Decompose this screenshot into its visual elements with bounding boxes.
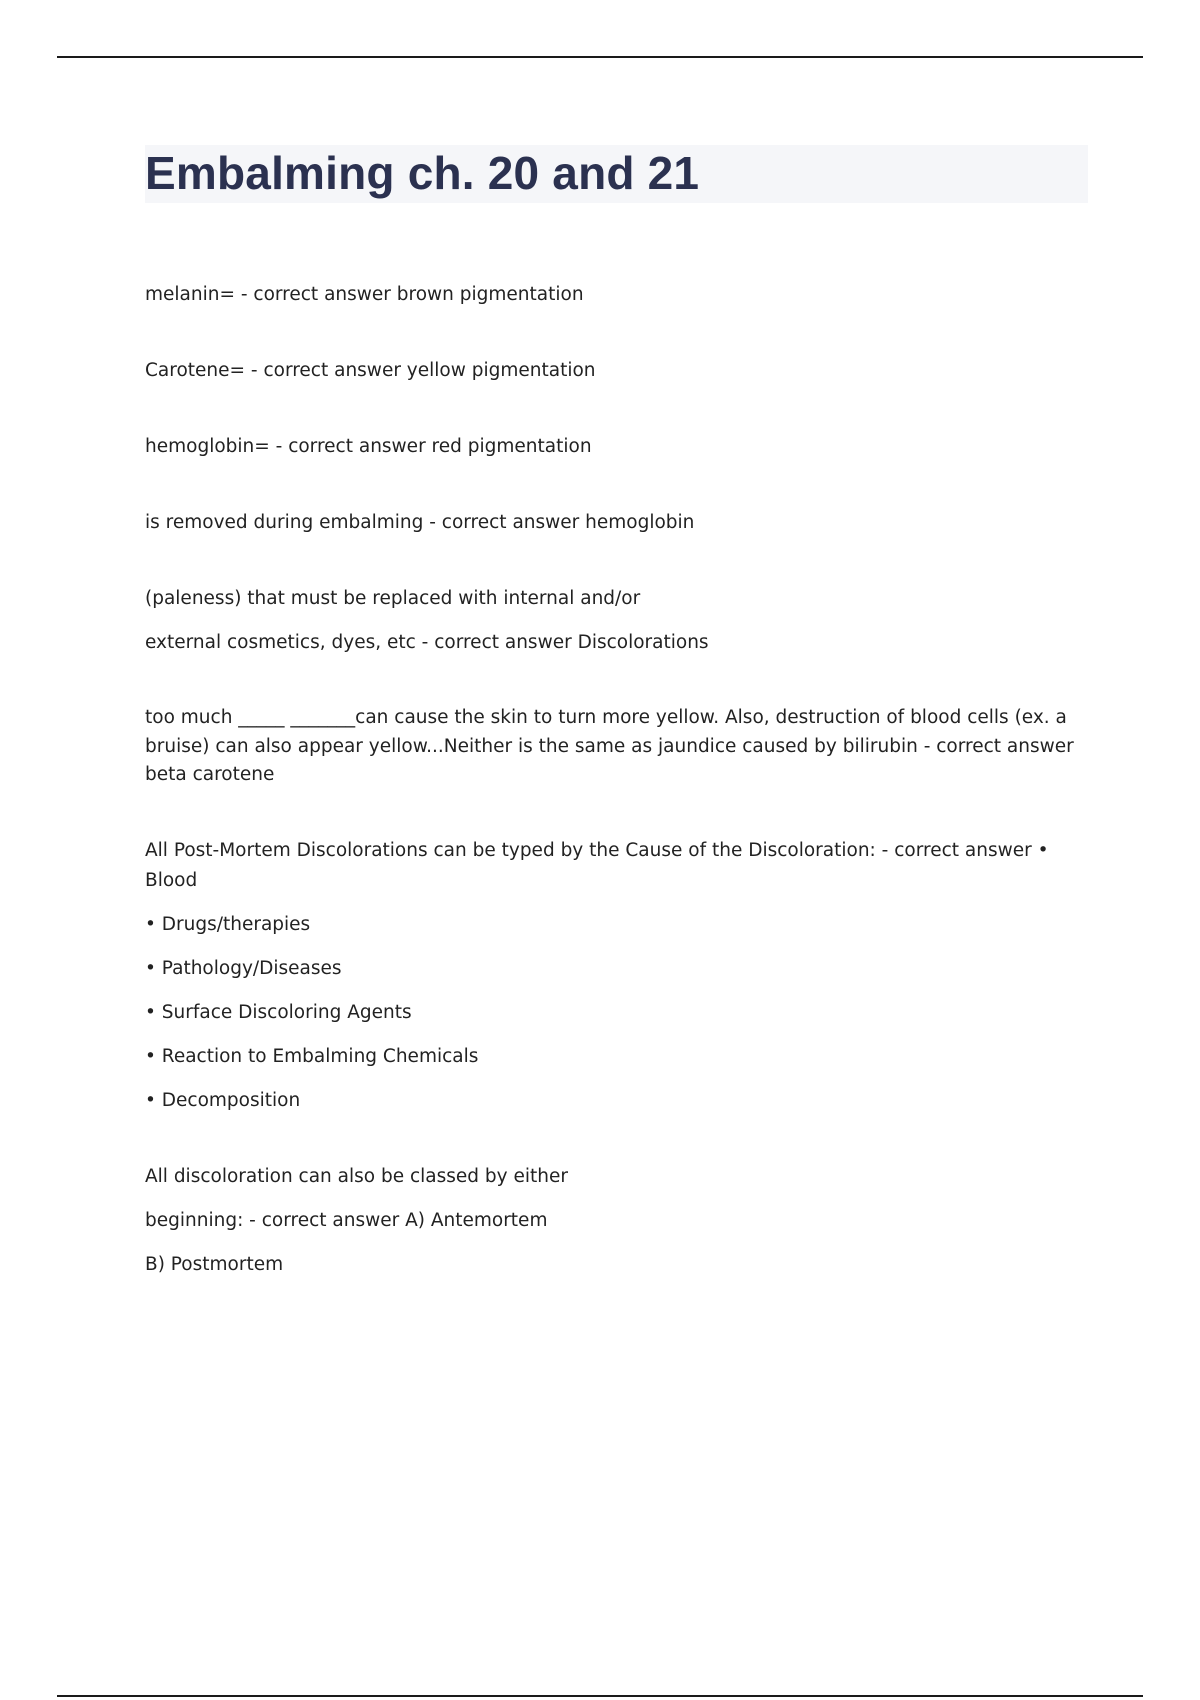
qa-line: All Post-Mortem Discolorations can be typed by the Cause of the Discoloration: - correct answer • Blood [145,839,1049,891]
qa-line: All discoloration can also be classed by either [145,1165,568,1187]
qa-item-postmortem-types [145,836,1090,1116]
list-item: • Drugs/therapies [145,913,311,935]
document-body [145,280,1090,1326]
qa-line: (paleness) that must be replaced with internal and/or [145,588,641,609]
qa-item-beta-carotene [145,704,1090,790]
qa-line: B) Postmortem [145,1253,284,1275]
qa-item-removed [145,508,1090,538]
list-item: • Reaction to Embalming Chemicals [145,1045,479,1067]
qa-line: melanin= - correct answer brown pigmentation [145,284,584,305]
top-rule [57,56,1143,58]
list-item: • Surface Discoloring Agents [145,1001,412,1023]
list-item: • Decomposition [145,1089,301,1111]
qa-line: beginning: - correct answer A) Antemortem [145,1209,548,1231]
qa-paragraph: too much _____ _______can cause the skin to turn more yellow. Also, destruction of blood cells (ex. a bruise) can also appear yellow...Neither is the same as jaundice caused by bilirubin - correct answer beta carotene [145,707,1074,785]
bottom-rule [57,1695,1143,1697]
qa-item-melanin [145,280,1090,310]
qa-item-carotene [145,356,1090,386]
list-item: • Pathology/Diseases [145,957,342,979]
qa-line: external cosmetics, dyes, etc - correct answer Discolorations [145,632,709,653]
document-title: Embalming ch. 20 and 21 [145,147,700,199]
qa-item-classification [145,1162,1090,1280]
qa-item-hemoglobin [145,432,1090,462]
qa-item-discolorations [145,584,1090,658]
qa-line: hemoglobin= - correct answer red pigmentation [145,436,592,457]
qa-line: Carotene= - correct answer yellow pigmentation [145,360,596,381]
qa-line: is removed during embalming - correct answer hemoglobin [145,512,695,533]
